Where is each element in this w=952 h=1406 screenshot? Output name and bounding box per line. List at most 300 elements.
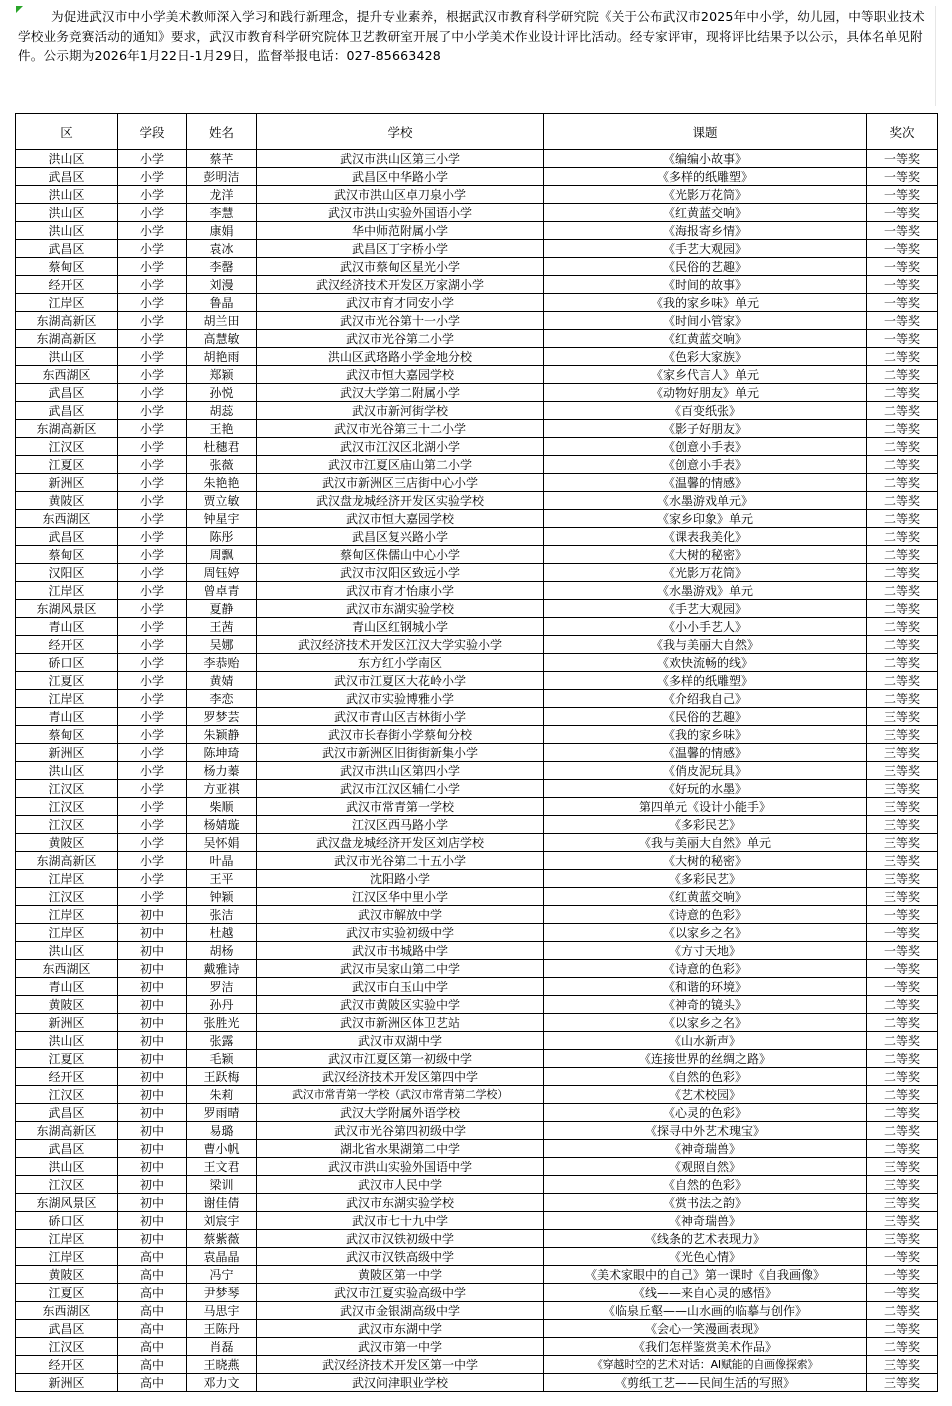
cell-stage: 初中: [118, 1230, 187, 1248]
cell-stage: 小学: [118, 780, 187, 798]
cell-topic: 《线条的艺术表现力》: [544, 1230, 867, 1248]
cell-award: 一等奖: [867, 960, 938, 978]
cell-name: 郑颖: [187, 366, 257, 384]
cell-topic: 《我与美丽大自然》单元: [544, 834, 867, 852]
cell-school: 武汉盘龙城经济开发区实验学校: [257, 492, 544, 510]
table-row: [16, 546, 938, 564]
cell-name: 梁训: [187, 1176, 257, 1194]
cell-school: 蔡甸区侏儒山中心小学: [257, 546, 544, 564]
cell-award: 三等奖: [867, 762, 938, 780]
table-row: [16, 1302, 938, 1320]
cell-stage: 高中: [118, 1284, 187, 1302]
cell-topic: 《好玩的水墨》: [544, 780, 867, 798]
table-row: [16, 762, 938, 780]
cell-award: 二等奖: [867, 456, 938, 474]
header-name: 姓名: [187, 114, 257, 150]
cell-award: 二等奖: [867, 1104, 938, 1122]
table-row: [16, 816, 938, 834]
cell-name: 黄婧: [187, 672, 257, 690]
cell-stage: 初中: [118, 1104, 187, 1122]
cell-name: 高慧敏: [187, 330, 257, 348]
cell-district: 武昌区: [16, 168, 118, 186]
cell-district: 江夏区: [16, 1050, 118, 1068]
cell-award: 二等奖: [867, 384, 938, 402]
cell-school: 武昌区复兴路小学: [257, 528, 544, 546]
cell-award: 三等奖: [867, 708, 938, 726]
cell-stage: 初中: [118, 924, 187, 942]
cell-school: 洪山区武珞路小学金地分校: [257, 348, 544, 366]
cell-topic: 《探寻中外艺术瑰宝》: [544, 1122, 867, 1140]
table-row: [16, 996, 938, 1014]
table-row: [16, 1248, 938, 1266]
cell-topic: 《光影万花筒》: [544, 186, 867, 204]
table-row: [16, 1194, 938, 1212]
table-row: [16, 1284, 938, 1302]
header-topic: 课题: [544, 114, 867, 150]
cell-school: 武汉市光谷第三十二小学: [257, 420, 544, 438]
cell-district: 青山区: [16, 978, 118, 996]
cell-topic: 《我们怎样鉴赏美术作品》: [544, 1338, 867, 1356]
cell-stage: 小学: [118, 672, 187, 690]
cell-award: 一等奖: [867, 276, 938, 294]
cell-school: 武昌区中华路小学: [257, 168, 544, 186]
table-row: [16, 1014, 938, 1032]
cell-school: 武汉市洪山实验外国语小学: [257, 204, 544, 222]
cell-name: 康娟: [187, 222, 257, 240]
cell-district: 黄陂区: [16, 1266, 118, 1284]
cell-award: 二等奖: [867, 600, 938, 618]
cell-name: 杨力蓁: [187, 762, 257, 780]
cell-topic: 《神奇的镜头》: [544, 996, 867, 1014]
cell-stage: 小学: [118, 366, 187, 384]
cell-award: 三等奖: [867, 1194, 938, 1212]
cell-stage: 初中: [118, 960, 187, 978]
cell-name: 鲁晶: [187, 294, 257, 312]
cell-award: 二等奖: [867, 1320, 938, 1338]
cell-name: 杜穗君: [187, 438, 257, 456]
cell-name: 戴雅诗: [187, 960, 257, 978]
cell-school: 武汉市洪山实验外国语中学: [257, 1158, 544, 1176]
table-row: [16, 1068, 938, 1086]
cell-name: 杜越: [187, 924, 257, 942]
cell-topic: 《会心一笑漫画表现》: [544, 1320, 867, 1338]
cell-stage: 小学: [118, 636, 187, 654]
cell-name: 钟颖: [187, 888, 257, 906]
cell-stage: 小学: [118, 276, 187, 294]
cell-school: 青山区红钢城小学: [257, 618, 544, 636]
cell-topic: 《和谐的环境》: [544, 978, 867, 996]
cell-name: 朱莉: [187, 1086, 257, 1104]
cell-award: 三等奖: [867, 1230, 938, 1248]
table-row: [16, 852, 938, 870]
cell-name: 王晓燕: [187, 1356, 257, 1374]
cell-school: 武汉市新洲区三店街中心小学: [257, 474, 544, 492]
table-row: [16, 150, 938, 168]
cell-school: 武汉经济技术开发区第四中学: [257, 1068, 544, 1086]
cell-district: 新洲区: [16, 1014, 118, 1032]
cell-topic: 《介绍我自己》: [544, 690, 867, 708]
cell-stage: 高中: [118, 1266, 187, 1284]
table-row: [16, 834, 938, 852]
cell-stage: 小学: [118, 510, 187, 528]
cell-award: 二等奖: [867, 1050, 938, 1068]
cell-stage: 小学: [118, 222, 187, 240]
cell-stage: 小学: [118, 384, 187, 402]
cell-topic: 《红黄蓝交响》: [544, 330, 867, 348]
table-row: [16, 222, 938, 240]
cell-topic: 《以家乡之名》: [544, 924, 867, 942]
cell-stage: 小学: [118, 402, 187, 420]
table-row: [16, 168, 938, 186]
cell-name: 贾立敏: [187, 492, 257, 510]
cell-name: 夏静: [187, 600, 257, 618]
cell-stage: 初中: [118, 1158, 187, 1176]
cell-award: 二等奖: [867, 1140, 938, 1158]
cell-topic: 《创意小手表》: [544, 456, 867, 474]
cell-district: 汉阳区: [16, 564, 118, 582]
cell-district: 洪山区: [16, 204, 118, 222]
table-row: [16, 1176, 938, 1194]
cell-topic: 《水墨游戏》单元: [544, 582, 867, 600]
cell-topic: 《临泉丘壑——山水画的临摹与创作》: [544, 1302, 867, 1320]
table-row: [16, 1104, 938, 1122]
cell-district: 蔡甸区: [16, 258, 118, 276]
cell-school: 武汉市光谷第二小学: [257, 330, 544, 348]
cell-name: 张露: [187, 1032, 257, 1050]
cell-stage: 初中: [118, 1086, 187, 1104]
cell-school: 武汉问津职业学校: [257, 1374, 544, 1392]
cell-topic: 《编编小故事》: [544, 150, 867, 168]
cell-school: 武汉市洪山区第三小学: [257, 150, 544, 168]
cell-topic: 《连接世界的丝绸之路》: [544, 1050, 867, 1068]
cell-school: 武汉市东湖实验学校: [257, 600, 544, 618]
cell-district: 经开区: [16, 636, 118, 654]
cell-name: 马思宇: [187, 1302, 257, 1320]
cell-award: 一等奖: [867, 978, 938, 996]
cell-award: 一等奖: [867, 924, 938, 942]
cell-district: 东湖风景区: [16, 600, 118, 618]
cell-award: 一等奖: [867, 312, 938, 330]
cell-stage: 小学: [118, 456, 187, 474]
cell-district: 武昌区: [16, 1320, 118, 1338]
cell-award: 二等奖: [867, 1014, 938, 1032]
cell-award: 二等奖: [867, 474, 938, 492]
cell-school: 武汉市新洲区旧街街新集小学: [257, 744, 544, 762]
table-row: [16, 456, 938, 474]
cell-district: 江汉区: [16, 1338, 118, 1356]
cell-topic: 《我与美丽大自然》: [544, 636, 867, 654]
cell-award: 三等奖: [867, 1374, 938, 1392]
header-school: 学校: [257, 114, 544, 150]
table-row: [16, 1320, 938, 1338]
cell-stage: 初中: [118, 1212, 187, 1230]
cell-award: 三等奖: [867, 834, 938, 852]
cell-school: 江汉区西马路小学: [257, 816, 544, 834]
cell-name: 王平: [187, 870, 257, 888]
award-table: [15, 113, 938, 1392]
cell-school: 武汉市江夏区庙山第二小学: [257, 456, 544, 474]
cell-school: 武汉市蔡甸区星光小学: [257, 258, 544, 276]
cell-stage: 小学: [118, 708, 187, 726]
cell-award: 一等奖: [867, 222, 938, 240]
cell-district: 东湖高新区: [16, 852, 118, 870]
cell-school: 东方红小学南区: [257, 654, 544, 672]
cell-award: 三等奖: [867, 1176, 938, 1194]
cell-stage: 小学: [118, 240, 187, 258]
cell-district: 东西湖区: [16, 960, 118, 978]
cell-topic: 《时间的故事》: [544, 276, 867, 294]
cell-school: 湖北省水果湖第二中学: [257, 1140, 544, 1158]
table-body: [16, 150, 938, 1392]
cell-name: 胡兰田: [187, 312, 257, 330]
cell-name: 李慧: [187, 204, 257, 222]
cell-school: 黄陂区第一中学: [257, 1266, 544, 1284]
table-row: [16, 1266, 938, 1284]
cell-topic: 《红黄蓝交响》: [544, 204, 867, 222]
cell-award: 二等奖: [867, 1338, 938, 1356]
header-stage: 学段: [118, 114, 187, 150]
cell-school: 武汉大学第二附属小学: [257, 384, 544, 402]
table-row: [16, 1212, 938, 1230]
cell-district: 硚口区: [16, 654, 118, 672]
cell-topic: 《光影万花筒》: [544, 564, 867, 582]
cell-district: 东湖风景区: [16, 1194, 118, 1212]
table-row: [16, 1230, 938, 1248]
cell-name: 罗洁: [187, 978, 257, 996]
cell-topic: 《山水新声》: [544, 1032, 867, 1050]
cell-name: 易璐: [187, 1122, 257, 1140]
cell-district: 江汉区: [16, 888, 118, 906]
cell-topic: 《课表我美化》: [544, 528, 867, 546]
cell-school: 武汉市金银湖高级中学: [257, 1302, 544, 1320]
cell-award: 三等奖: [867, 870, 938, 888]
cell-district: 青山区: [16, 708, 118, 726]
cell-stage: 小学: [118, 528, 187, 546]
table-row: [16, 1374, 938, 1392]
table-row: [16, 708, 938, 726]
cell-school: 武汉市洪山区第四小学: [257, 762, 544, 780]
table-row: [16, 870, 938, 888]
cell-award: 二等奖: [867, 492, 938, 510]
cell-stage: 小学: [118, 168, 187, 186]
cell-stage: 小学: [118, 816, 187, 834]
cell-topic: 《剪纸工艺——民间生活的写照》: [544, 1374, 867, 1392]
cell-award: 二等奖: [867, 1032, 938, 1050]
cell-district: 江夏区: [16, 672, 118, 690]
cell-district: 江岸区: [16, 1230, 118, 1248]
table-row: [16, 348, 938, 366]
cell-topic: 《民俗的艺趣》: [544, 708, 867, 726]
table-row: [16, 672, 938, 690]
cell-district: 江汉区: [16, 438, 118, 456]
cell-award: 一等奖: [867, 906, 938, 924]
cell-name: 谢佳倩: [187, 1194, 257, 1212]
cell-name: 张胜光: [187, 1014, 257, 1032]
cell-topic: 《影子好朋友》: [544, 420, 867, 438]
cell-award: 一等奖: [867, 1266, 938, 1284]
cell-stage: 高中: [118, 1320, 187, 1338]
cell-award: 二等奖: [867, 402, 938, 420]
cell-school: 武汉市江夏实验高级中学: [257, 1284, 544, 1302]
cell-district: 江汉区: [16, 798, 118, 816]
cell-district: 洪山区: [16, 1158, 118, 1176]
cell-topic: 《多彩民艺》: [544, 816, 867, 834]
cell-school: 华中师范附属小学: [257, 222, 544, 240]
cell-award: 一等奖: [867, 330, 938, 348]
table-row: [16, 186, 938, 204]
table-row: [16, 888, 938, 906]
cell-stage: 初中: [118, 1140, 187, 1158]
cell-stage: 高中: [118, 1338, 187, 1356]
cell-school: 武汉市光谷第四初级中学: [257, 1122, 544, 1140]
table-row: [16, 906, 938, 924]
cell-topic: 《水墨游戏单元》: [544, 492, 867, 510]
table-row: [16, 1086, 938, 1104]
cell-award: 三等奖: [867, 1356, 938, 1374]
cell-district: 江夏区: [16, 1284, 118, 1302]
cell-school: 武汉市汉阳区致远小学: [257, 564, 544, 582]
cell-topic: 《多样的纸雕塑》: [544, 672, 867, 690]
cell-name: 吴怀娟: [187, 834, 257, 852]
cell-name: 孙悦: [187, 384, 257, 402]
cell-topic: 《红黄蓝交响》: [544, 888, 867, 906]
cell-district: 硚口区: [16, 1212, 118, 1230]
cell-name: 孙丹: [187, 996, 257, 1014]
cell-name: 王茜: [187, 618, 257, 636]
cell-stage: 小学: [118, 564, 187, 582]
cell-stage: 小学: [118, 420, 187, 438]
cell-school: 武汉市书城路中学: [257, 942, 544, 960]
table-row: [16, 582, 938, 600]
cell-district: 江岸区: [16, 690, 118, 708]
table-row: [16, 1032, 938, 1050]
cell-name: 周飘: [187, 546, 257, 564]
cell-school: 武汉市光谷第二十五小学: [257, 852, 544, 870]
cell-topic: 《创意小手表》: [544, 438, 867, 456]
cell-topic: 《我的家乡味》: [544, 726, 867, 744]
cell-school: 武汉市育才同安小学: [257, 294, 544, 312]
table-row: [16, 420, 938, 438]
cell-school: 沈阳路小学: [257, 870, 544, 888]
cell-topic: 《神奇瑞兽》: [544, 1140, 867, 1158]
cell-name: 王跃梅: [187, 1068, 257, 1086]
cell-topic: 《诗意的色彩》: [544, 906, 867, 924]
cell-name: 李罄: [187, 258, 257, 276]
cell-topic: 《多样的纸雕塑》: [544, 168, 867, 186]
cell-award: 二等奖: [867, 1068, 938, 1086]
cell-stage: 初中: [118, 1068, 187, 1086]
cell-award: 二等奖: [867, 366, 938, 384]
cell-district: 江岸区: [16, 870, 118, 888]
cell-award: 一等奖: [867, 1284, 938, 1302]
cell-name: 冯宁: [187, 1266, 257, 1284]
cell-school: 武汉市东湖中学: [257, 1320, 544, 1338]
cell-school: 武汉市汉铁高级中学: [257, 1248, 544, 1266]
table-row: [16, 474, 938, 492]
cell-district: 洪山区: [16, 762, 118, 780]
cell-district: 蔡甸区: [16, 726, 118, 744]
cell-award: 二等奖: [867, 546, 938, 564]
cell-topic: 《大树的秘密》: [544, 852, 867, 870]
cell-topic: 《动物好朋友》单元: [544, 384, 867, 402]
cell-topic: 《欢快流畅的线》: [544, 654, 867, 672]
cell-award: 一等奖: [867, 150, 938, 168]
cell-name: 肖磊: [187, 1338, 257, 1356]
cell-school: 武汉大学附属外语学校: [257, 1104, 544, 1122]
table-row: [16, 960, 938, 978]
table-row: [16, 1158, 938, 1176]
cell-stage: 小学: [118, 726, 187, 744]
cell-district: 江汉区: [16, 1176, 118, 1194]
cell-stage: 小学: [118, 492, 187, 510]
table-row: [16, 240, 938, 258]
cell-topic: 《手艺大观园》: [544, 240, 867, 258]
table-row: [16, 438, 938, 456]
cell-school: 武汉市光谷第十一小学: [257, 312, 544, 330]
table-row: [16, 330, 938, 348]
notice-box: [16, 6, 936, 106]
cell-name: 邓力文: [187, 1374, 257, 1392]
cell-award: 三等奖: [867, 798, 938, 816]
cell-school: 武汉市实验初级中学: [257, 924, 544, 942]
table-row: [16, 1122, 938, 1140]
cell-award: 二等奖: [867, 438, 938, 456]
cell-stage: 初中: [118, 1032, 187, 1050]
cell-school: 武汉市白玉山中学: [257, 978, 544, 996]
cell-district: 黄陂区: [16, 834, 118, 852]
cell-award: 二等奖: [867, 348, 938, 366]
cell-district: 江夏区: [16, 456, 118, 474]
cell-award: 一等奖: [867, 240, 938, 258]
cell-stage: 小学: [118, 888, 187, 906]
cell-stage: 小学: [118, 348, 187, 366]
cell-stage: 小学: [118, 438, 187, 456]
cell-name: 毛颖: [187, 1050, 257, 1068]
table-row: [16, 600, 938, 618]
cell-topic: 《大树的秘密》: [544, 546, 867, 564]
cell-award: 二等奖: [867, 1086, 938, 1104]
table-row: [16, 1050, 938, 1068]
cell-school: 武汉市江夏区大花岭小学: [257, 672, 544, 690]
cell-award: 三等奖: [867, 780, 938, 798]
cell-stage: 初中: [118, 996, 187, 1014]
cell-school: 武汉市江夏区第一初级中学: [257, 1050, 544, 1068]
cell-award: 三等奖: [867, 888, 938, 906]
cell-award: 二等奖: [867, 564, 938, 582]
cell-name: 钟星宇: [187, 510, 257, 528]
cell-topic: 《温馨的情感》: [544, 474, 867, 492]
cell-award: 一等奖: [867, 204, 938, 222]
cell-stage: 小学: [118, 690, 187, 708]
notice-text: 为促进武汉市中小学美术教师深入学习和践行新理念，提升专业素养，根据武汉市教育科学研究院《关于公布武汉市2025年中小学，幼儿园，中等职业技术学校业务竞赛活动的通知》要求，武汉市教育科学研究院体卫艺教研室开展了中小学美术作业设计评比活动。经专家评审，现将评比结果予以公示，具体名单见附件。公示期为2026年1月22日-1月29日，监督举报电话：027-85663428: [18, 9, 925, 63]
cell-award: 三等奖: [867, 744, 938, 762]
table-row: [16, 402, 938, 420]
cell-district: 蔡甸区: [16, 546, 118, 564]
cell-district: 江汉区: [16, 780, 118, 798]
cell-name: 柴顺: [187, 798, 257, 816]
cell-name: 杨婧璇: [187, 816, 257, 834]
cell-award: 二等奖: [867, 420, 938, 438]
cell-district: 武昌区: [16, 240, 118, 258]
cell-topic: 《艺术校园》: [544, 1086, 867, 1104]
cell-school: 武汉盘龙城经济开发区刘店学校: [257, 834, 544, 852]
cell-stage: 小学: [118, 600, 187, 618]
table-row: [16, 564, 938, 582]
cell-name: 吴娜: [187, 636, 257, 654]
cell-award: 一等奖: [867, 1248, 938, 1266]
cell-topic: 《小小手艺人》: [544, 618, 867, 636]
cell-district: 江岸区: [16, 1248, 118, 1266]
